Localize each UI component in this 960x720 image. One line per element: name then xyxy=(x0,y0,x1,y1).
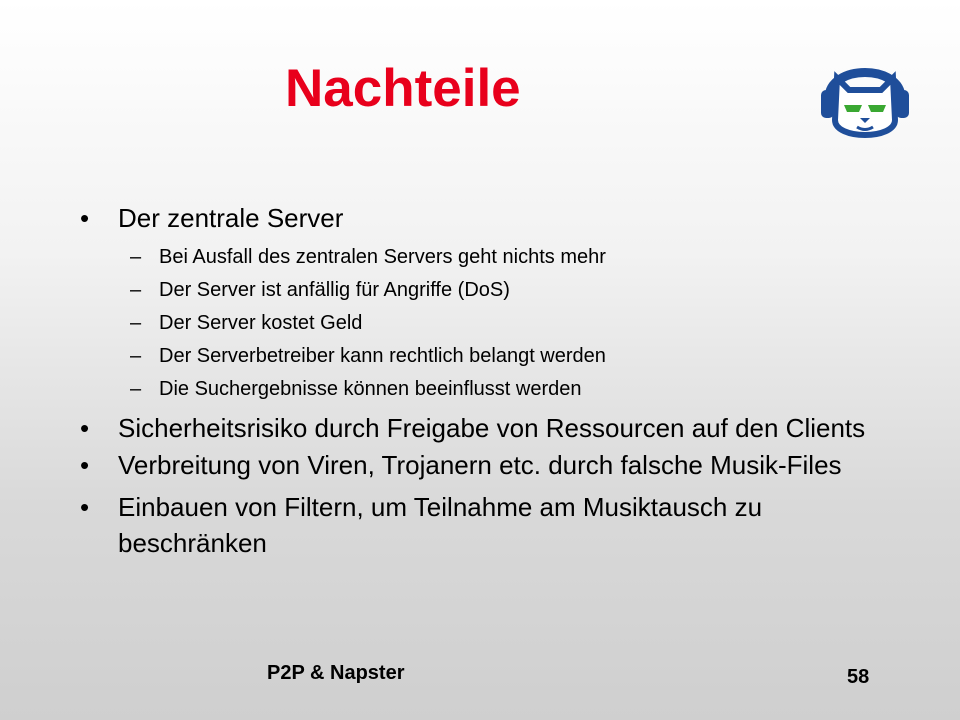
dash-marker: – xyxy=(130,312,142,334)
bullet-text: Der zentrale Server xyxy=(118,203,344,233)
footer-label: P2P & Napster xyxy=(267,662,405,684)
bullet-item xyxy=(80,413,890,443)
sub-bullet-item xyxy=(80,274,890,307)
bullet-item xyxy=(80,489,890,561)
sub-bullet-item xyxy=(80,340,890,373)
bullet-item xyxy=(80,203,890,233)
bullet-text: Verbreitung von Viren, Trojanern etc. durch falsche Musik-Files xyxy=(118,450,842,480)
sub-bullet-text: Der Server kostet Geld xyxy=(159,312,363,334)
slide-title: Nachteile xyxy=(285,59,521,118)
bullet-marker: • xyxy=(80,492,90,522)
dash-marker: – xyxy=(130,279,142,301)
bullet-text: Einbauen von Filtern, um Teilnahme am Musiktausch zu beschränken xyxy=(118,492,763,558)
dash-marker: – xyxy=(130,378,142,400)
bullet-marker: • xyxy=(80,203,90,233)
napster-cat-logo-icon xyxy=(815,50,915,150)
bullet-text: Sicherheitsrisiko durch Freigabe von Ressourcen auf den Clients xyxy=(118,413,866,443)
page-number: 58 xyxy=(847,666,870,688)
bullet-marker: • xyxy=(80,450,90,480)
sub-bullet-text: Bei Ausfall des zentralen Servers geht nichts mehr xyxy=(159,246,606,268)
bullet-list xyxy=(80,203,890,561)
dash-marker: – xyxy=(130,345,142,367)
sub-bullet-text: Die Suchergebnisse können beeinflusst werden xyxy=(159,378,582,400)
bullet-item xyxy=(80,450,890,480)
sub-bullet-item xyxy=(80,241,890,274)
bullet-marker: • xyxy=(80,413,90,443)
sub-bullet-text: Der Serverbetreiber kann rechtlich belangt werden xyxy=(159,345,606,367)
sub-bullet-list xyxy=(80,241,890,406)
sub-bullet-item xyxy=(80,373,890,406)
sub-bullet-item xyxy=(80,307,890,340)
dash-marker: – xyxy=(130,246,142,268)
sub-bullet-text: Der Server ist anfällig für Angriffe (DoS) xyxy=(159,279,510,301)
